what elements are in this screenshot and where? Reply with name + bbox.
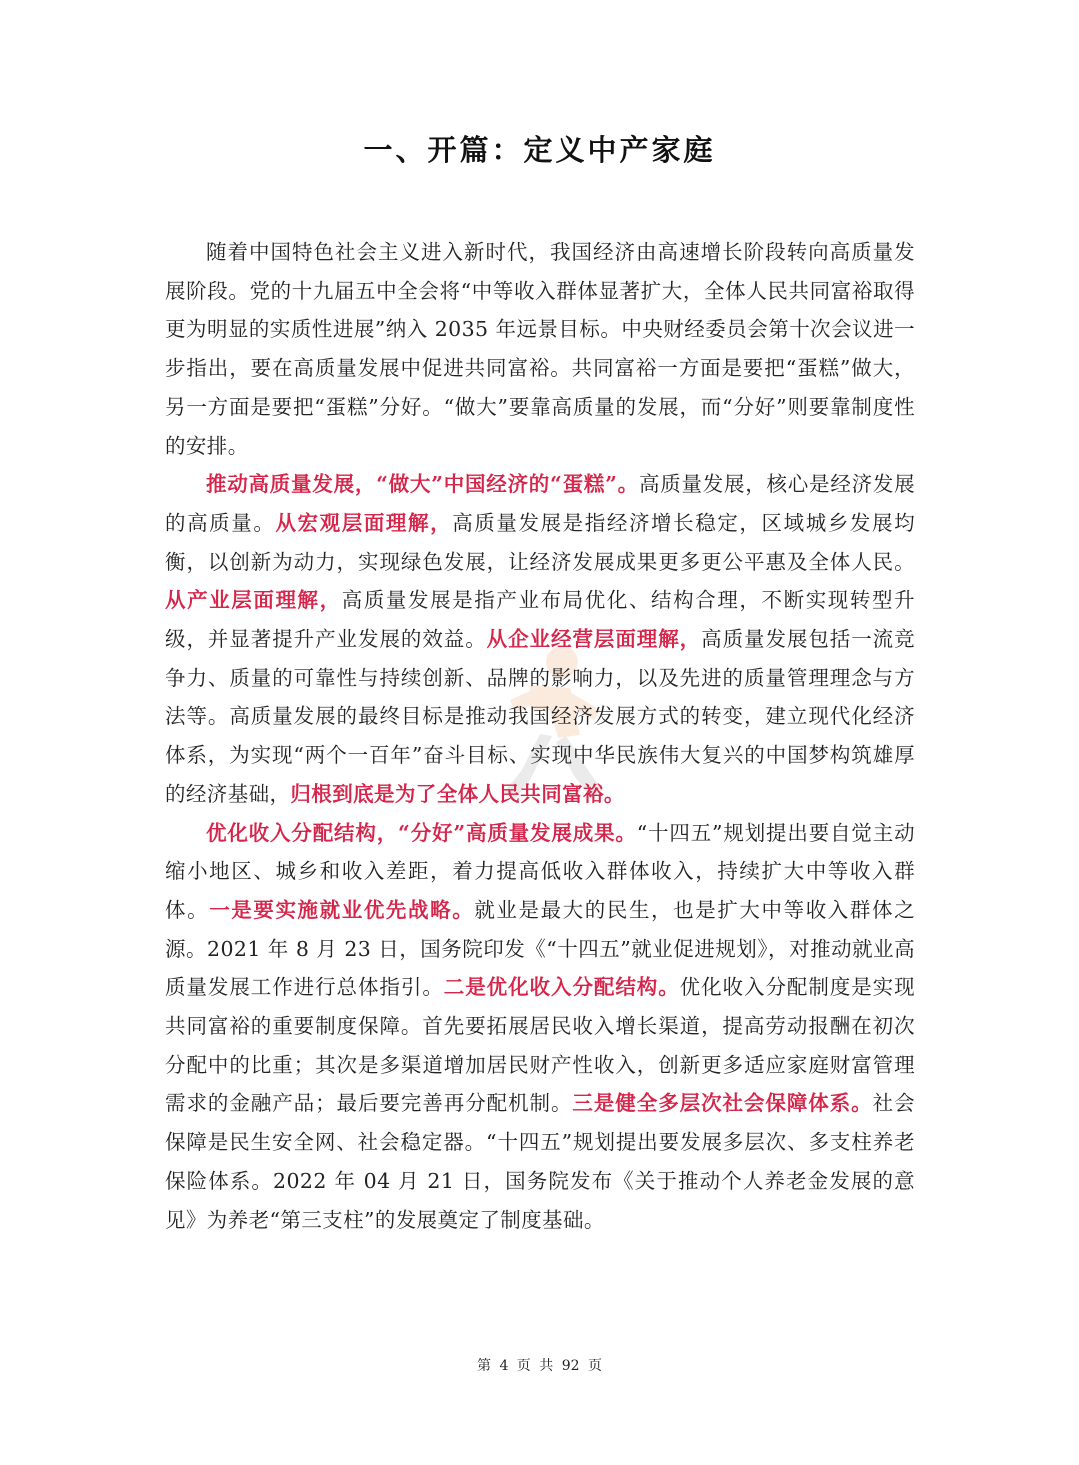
body-run: “十四五”规划提出要自觉主动缩小地区、城乡和收入差距，着力提高低收入群体收入，持续扩大中等收入群体。 <box>165 820 915 922</box>
body-run: 高质量发展是指经济增长稳定，区域城乡发展均衡，以创新为动力，实现绿色发展，让经济发展成果更多更公平惠及全体人民。 <box>165 510 915 574</box>
highlight-text: 三是健全多层次社会保障体系。 <box>572 1091 873 1116</box>
body-run: 就业是最大的民生，也是扩大中等收入群体之源。2021 年 8 月 23 日，国务院印发《“十四五”就业促进规划》，对推动就业高质量发展工作进行总体指引。 <box>165 897 915 1000</box>
body-run: 高质量发展是指产业布局优化、结构合理，不断实现转型升级，并显著提升产业发展的效益。 <box>165 588 915 652</box>
highlight-text: 推动高质量发展，“做大”中国经济的“蛋糕”。 <box>206 472 639 497</box>
body-run: 社会保障是民生安全网、社会稳定器。“十四五”规划提出要发展多层次、多支柱养老保险体系。2022 年 04 月 21 日，国务院发布《关于推动个人养老金发展的意见》为养老“第三支柱”的发展奠定了制度基础。 <box>165 1091 915 1232</box>
highlight-text: 从企业经营层面理解， <box>486 627 702 652</box>
highlight-text: 从宏观层面理解， <box>275 510 453 535</box>
highlight-text: 优化收入分配结构，“分好”高质量发展成果。 <box>206 820 637 845</box>
paragraph-income-distribution <box>165 814 915 1240</box>
highlight-text: 归根到底是为了全体人民共同富裕。 <box>290 781 625 806</box>
page-footer: 第 4 页 共 92 页 <box>477 1358 602 1374</box>
highlight-text: 从产业层面理解， <box>165 588 342 613</box>
body-run: 高质量发展包括一流竞争力、质量的可靠性与持续创新、品牌的影响力，以及先进的质量管理理念与方法等。高质量发展的最终目标是推动我国经济发展方式的转变，建立现代化经济体系，为实现“两个一百年”奋斗目标、实现中华民族伟大复兴的中国梦构筑雄厚的经济基础， <box>165 627 916 806</box>
paragraph-high-quality-development <box>165 465 915 813</box>
highlight-text: 一是要实施就业优先战略。 <box>209 897 475 922</box>
page-title: 一、开篇：定义中产家庭 <box>363 133 716 167</box>
body-text <box>165 233 915 1239</box>
highlight-text: 二是优化收入分配结构。 <box>443 975 680 1000</box>
body-run: 优化收入分配制度是实现共同富裕的重要制度保障。首先要拓展居民收入增长渠道，提高劳动报酬在初次分配中的比重；其次是多渠道增加居民财产性收入，创新更多适应家庭财富管理需求的金融产品；最后要完善再分配机制。 <box>165 975 916 1116</box>
body-run: 高质量发展，核心是经济发展的高质量。 <box>165 472 916 535</box>
body-run: 随着中国特色社会主义进入新时代，我国经济由高速增长阶段转向高质量发展阶段。党的十九届五中全会将“中等收入群体显著扩大，全体人民共同富裕取得更为明显的实质性进展”纳入 2035 年远景目标。中央财经委员会第十次会议进一步指出，要在高质量发展中促进共同富裕。共同富裕一方面是要把“蛋糕”做大，另一方面是要把“蛋糕”分好。“做大”要靠高质量的发展，而“分好”则要靠制度性的安排。 <box>165 240 915 458</box>
paragraph-intro <box>165 233 915 465</box>
